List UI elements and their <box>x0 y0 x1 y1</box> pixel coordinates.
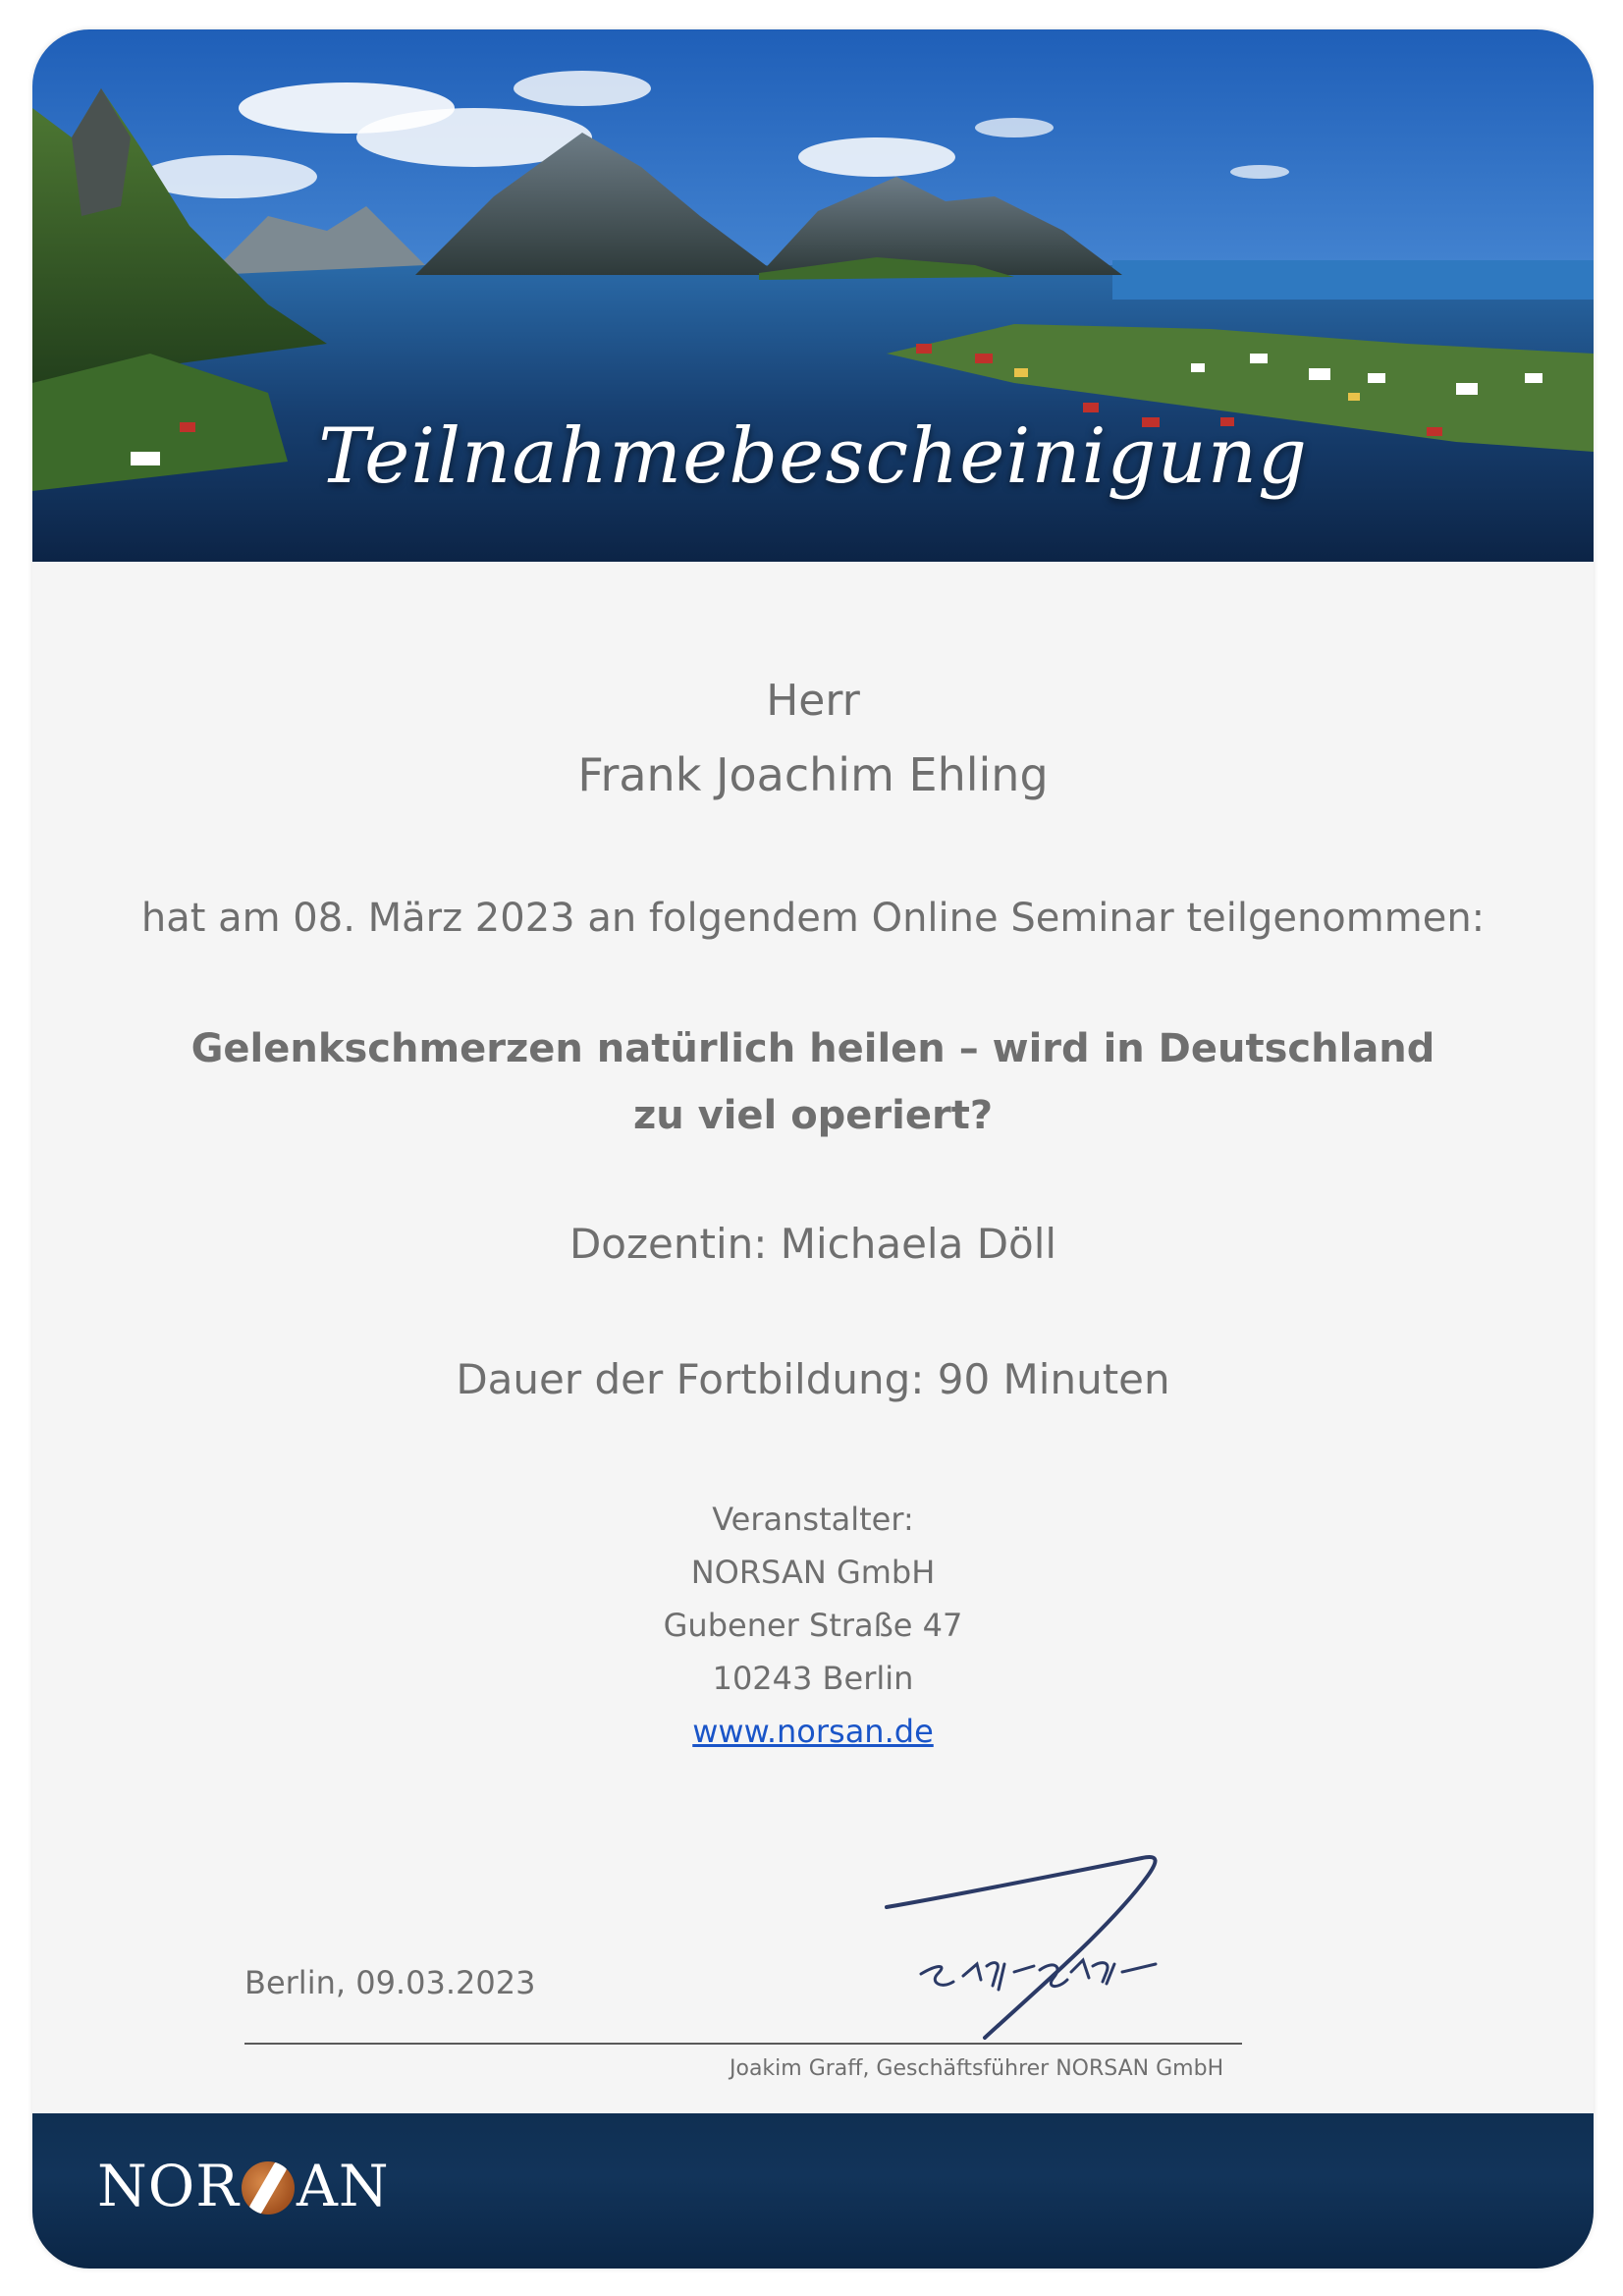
organizer-street: Gubener Straße 47 <box>663 1607 963 1644</box>
organizer-label: Veranstalter: <box>712 1501 914 1538</box>
certificate-title: Teilnahmebescheinigung <box>318 412 1308 501</box>
organizer-city: 10243 Berlin <box>712 1660 914 1697</box>
signer-name: Joakim Graff, Geschäftsführer NORSAN GmbH <box>730 2056 1224 2081</box>
participant-salutation: Herr <box>766 676 860 726</box>
duration: Dauer der Fortbildung: 90 Minuten <box>456 1355 1170 1403</box>
header-banner <box>32 29 1594 562</box>
logo-s-icon <box>242 2161 295 2214</box>
seminar-title: Gelenkschmerzen natürlich heilen – wird in Deutschland zu viel operiert? <box>190 1026 1435 1138</box>
footer-bar <box>32 2113 1594 2269</box>
logo-text-right: AN <box>296 2153 390 2219</box>
lecturer: Dozentin: Michaela Döll <box>568 1220 1057 1268</box>
handwritten-signature <box>847 1817 1220 2052</box>
place-date: Berlin, 09.03.2023 <box>244 1964 536 2001</box>
organizer-company: NORSAN GmbH <box>690 1554 936 1591</box>
logo-text-left: NOR <box>97 2153 240 2219</box>
participant-name: Frank Joachim Ehling <box>577 748 1049 801</box>
certificate-card <box>32 29 1594 2269</box>
participation-statement: hat am 08. März 2023 an folgendem Online Seminar teilgenommen: <box>140 896 1486 941</box>
norsan-logo <box>97 2153 390 2219</box>
organizer-website-link[interactable]: www.norsan.de <box>692 1713 934 1750</box>
signature-line <box>244 2043 1242 2045</box>
organizer-block <box>32 1493 1594 1758</box>
